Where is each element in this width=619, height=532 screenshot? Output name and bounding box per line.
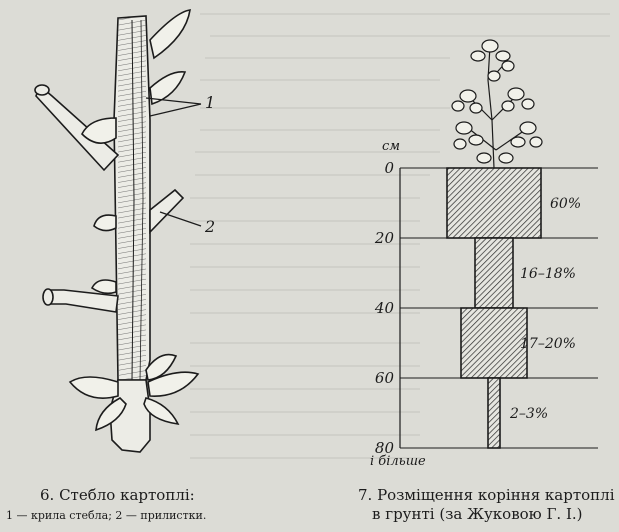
root-segment-label: 2–3% bbox=[510, 406, 549, 422]
root-segment-bar bbox=[475, 238, 513, 308]
depth-tick-label: 0 bbox=[384, 159, 394, 177]
root-segment-bar bbox=[447, 168, 541, 238]
callout-1-label: 1 bbox=[205, 93, 216, 112]
root-segment-label: 16–18% bbox=[520, 266, 576, 282]
figure6-legend: 1 — крила стебла; 2 — прилистки. bbox=[6, 509, 207, 522]
figure6-caption: 6. Стебло картоплі: bbox=[40, 486, 195, 504]
callout-2 bbox=[160, 212, 215, 236]
potato-plant-top bbox=[452, 40, 542, 168]
footer-label: і більше bbox=[370, 454, 426, 469]
figure7-caption-line2: в грунті (за Жуковою Г. І.) bbox=[372, 505, 583, 523]
root-segment-bar bbox=[488, 378, 500, 448]
callout-2-label: 2 bbox=[205, 217, 216, 236]
depth-tick-label: 80 bbox=[374, 439, 394, 457]
figure7-caption-line1: 7. Розміщення коріння картоплі bbox=[358, 486, 615, 504]
depth-tick-label: 40 bbox=[374, 299, 394, 317]
root-segment-label: 60% bbox=[550, 196, 582, 212]
depth-tick-label: 60 bbox=[374, 369, 394, 387]
unit-label: см bbox=[382, 139, 401, 154]
root-distribution-chart bbox=[370, 139, 598, 469]
depth-tick-label: 20 bbox=[374, 229, 394, 247]
potato-stem-illustration bbox=[35, 10, 198, 452]
root-segment-bar bbox=[461, 308, 527, 378]
root-segment-label: 17–20% bbox=[520, 336, 576, 352]
